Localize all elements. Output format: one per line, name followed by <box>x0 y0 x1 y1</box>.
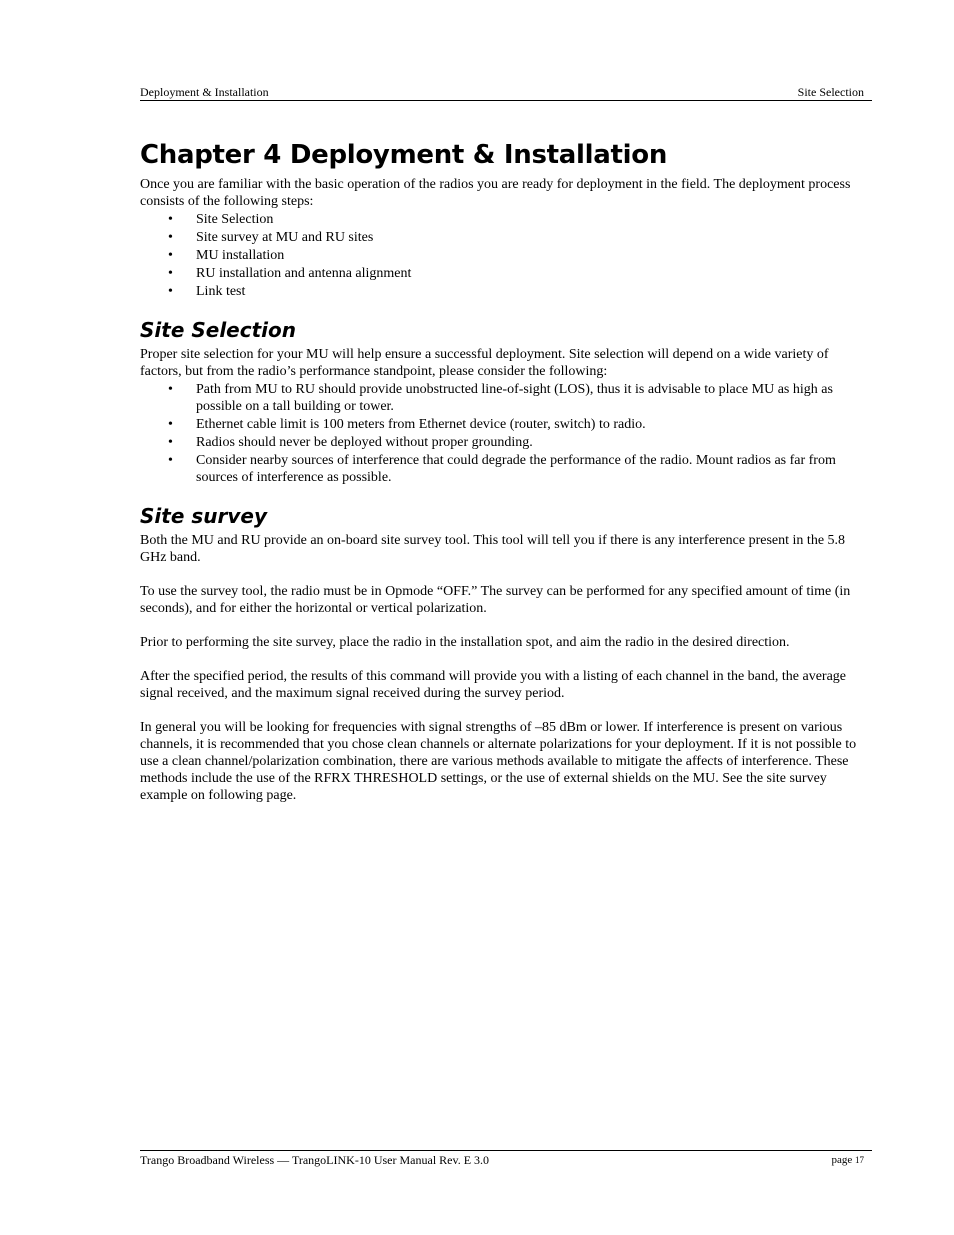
bullet-icon: • <box>168 453 173 468</box>
list-item: • Radios should never be deployed without proper grounding. <box>168 435 533 450</box>
page-content <box>140 138 868 804</box>
list-item: • Link test <box>168 284 246 299</box>
bullet-icon: • <box>168 266 173 281</box>
site-selection-intro: Proper site selection for your MU will help ensure a successful deployment. Site selection will depend on a wide variety of factors, but from the radio’s performance standpoint, please consider the following: <box>140 347 829 379</box>
page-label: page <box>831 1154 853 1166</box>
list-item: • RU installation and antenna alignment <box>168 266 412 281</box>
bullet-icon: • <box>168 248 173 263</box>
bullet-icon: • <box>168 212 173 227</box>
page-number <box>831 1153 864 1167</box>
site-survey-paragraph: In general you will be looking for frequencies with signal strengths of –85 dBm or lower. If interference is present on various channels, it is recommended that you chose clean channels or alternate polarizations for your deployment. If it is not possible to use a clean channel/polarization combination, there are various methods available to mitigate the affects of interference. These methods include the use of the RFRX THRESHOLD settings, or the use of external shields on the MU. See the site survey example on following page. <box>140 720 857 803</box>
header-chapter-label: Deployment & Installation <box>140 85 269 99</box>
site-survey-paragraph: Prior to performing the site survey, place the radio in the installation spot, and aim the radio in the desired direction. <box>140 635 790 650</box>
list-item: • Consider nearby sources of interference that could degrade the performance of the radio. Mount radios as far from sources of interference as possible. <box>168 453 836 485</box>
bullet-icon: • <box>168 435 173 450</box>
deployment-steps-list <box>140 211 868 300</box>
site-survey-paragraph: Both the MU and RU provide an on-board site survey tool. This tool will tell you if there is any interference present in the 5.8 GHz band. <box>140 533 846 565</box>
list-item: • Site survey at MU and RU sites <box>168 230 374 245</box>
bullet-icon: • <box>168 230 173 245</box>
chapter-intro: Once you are familiar with the basic operation of the radios you are ready for deployment in the field. The deployment process consists of the following steps: <box>140 177 851 209</box>
bullet-icon: • <box>168 382 173 397</box>
page-header <box>140 84 872 101</box>
header-section-label: Site Selection <box>797 85 864 99</box>
bullet-icon: • <box>168 417 173 432</box>
footer-manual-title: Trango Broadband Wireless — TrangoLINK-10 User Manual Rev. E 3.0 <box>140 1153 490 1167</box>
section-title-site-survey: Site survey <box>140 504 267 528</box>
bullet-icon: • <box>168 284 173 299</box>
list-item: • Path from MU to RU should provide unobstructed line-of-sight (LOS), thus it is advisable to place MU as high as possible on a tall building or tower. <box>168 382 833 414</box>
site-selection-list <box>140 381 868 486</box>
list-item: • Ethernet cable limit is 100 meters from Ethernet device (router, switch) to radio. <box>168 417 646 432</box>
page-footer <box>140 1150 872 1167</box>
page-number-value: 17 <box>855 1155 864 1165</box>
section-title-site-selection: Site Selection <box>140 318 296 342</box>
list-item: • Site Selection <box>168 212 274 227</box>
chapter-title: Chapter 4 Deployment & Installation <box>140 140 668 170</box>
list-item: • MU installation <box>168 248 285 263</box>
site-survey-paragraph: To use the survey tool, the radio must be in Opmode “OFF.” The survey can be performed for any specified amount of time (in seconds), and for either the horizontal or vertical polarization. <box>140 584 851 616</box>
site-survey-paragraph: After the specified period, the results of this command will provide you with a listing of each channel in the band, the average signal received, and the maximum signal received during the survey period. <box>140 669 847 701</box>
